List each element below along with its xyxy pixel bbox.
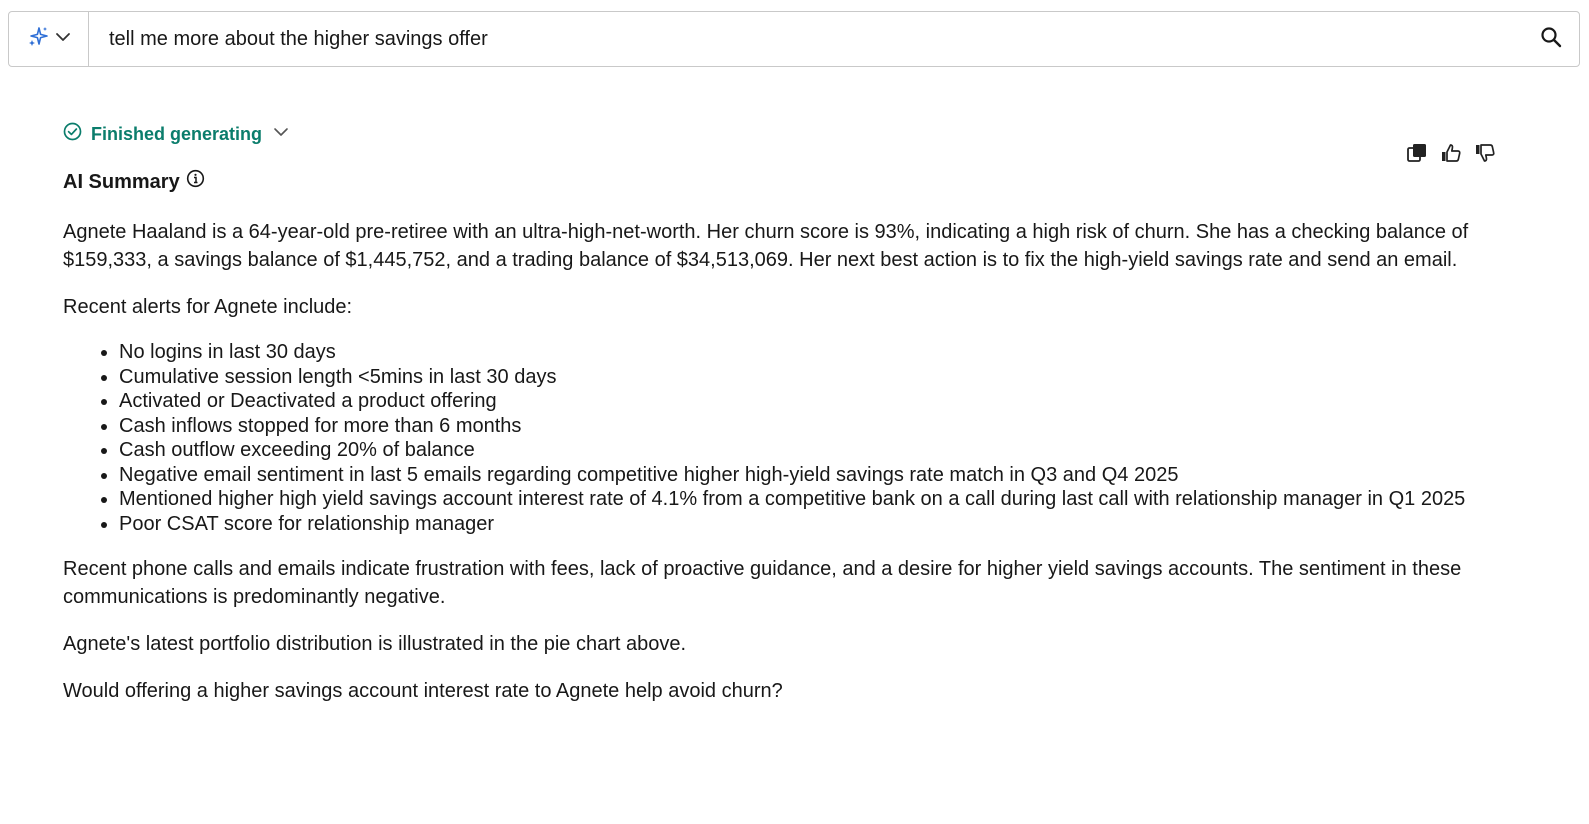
list-item: • Activated or Deactivated a product offering [119,389,1493,414]
portfolio-paragraph: Agnete's latest portfolio distribution is illustrated in the pie chart above. [63,633,687,655]
list-item: • No logins in last 30 days [119,340,1493,365]
list-item: • Cash outflow exceeding 20% of balance [119,438,1493,463]
alerts-lead: Recent alerts for Agnete include: [63,296,353,318]
search-bar [8,11,1580,67]
response-actions [1404,143,1497,168]
info-icon[interactable] [186,168,205,196]
search-button[interactable] [1523,12,1579,66]
summary-heading [63,168,1493,196]
ai-mode-toggle[interactable] [9,12,89,66]
sentiment-paragraph: Recent phone calls and emails indicate frustration with fees, lack of proactive guidance, and a desire for higher yield savings accounts. The sentiment in these communications is predominantly negative. [63,558,1462,608]
thumbs-up-button[interactable] [1438,143,1463,168]
copy-icon [1406,142,1428,169]
summary-title: AI Summary [63,171,180,193]
status-label: Finished generating [91,123,263,144]
chevron-down-icon [55,29,71,50]
summary-intro: Agnete Haaland is a 64-year-old pre-retiree with an ultra-high-net-worth. Her churn score is 93%, indicating a high risk of churn. She has a checking balance of $159,333, a savings balance of $1,445,752, and a trading balance of $34,513,069. Her next best action is to fix the high-yield savings rate and send an email. [63,221,1469,271]
search-icon [1540,26,1562,53]
search-input[interactable] [89,11,1523,67]
thumbs-down-button[interactable] [1472,143,1497,168]
thumbs-up-icon [1440,142,1462,169]
list-item: • Negative email sentiment in last 5 emails regarding competitive higher high-yield savings rate match in Q3 and Q4 2025 [119,463,1493,488]
thumbs-down-icon [1474,142,1496,169]
chevron-down-icon [273,124,289,145]
list-item: • Cumulative session length <5mins in last 30 days [119,365,1493,390]
sparkle-icon [27,26,49,53]
ai-summary [63,168,1493,724]
generation-status-toggle[interactable] [63,122,289,146]
question-paragraph: Would offering a higher savings account interest rate to Agnete help avoid churn? [63,680,783,702]
list-item: • Cash inflows stopped for more than 6 months [119,414,1493,439]
check-circle-icon [63,122,82,146]
copy-button[interactable] [1404,143,1429,168]
alerts-list [63,340,1493,536]
list-item: • Poor CSAT score for relationship manager [119,512,1493,537]
list-item: • Mentioned higher high yield savings account interest rate of 4.1% from a competitive bank on a call during last call with relationship manager in Q1 2025 [119,487,1493,512]
